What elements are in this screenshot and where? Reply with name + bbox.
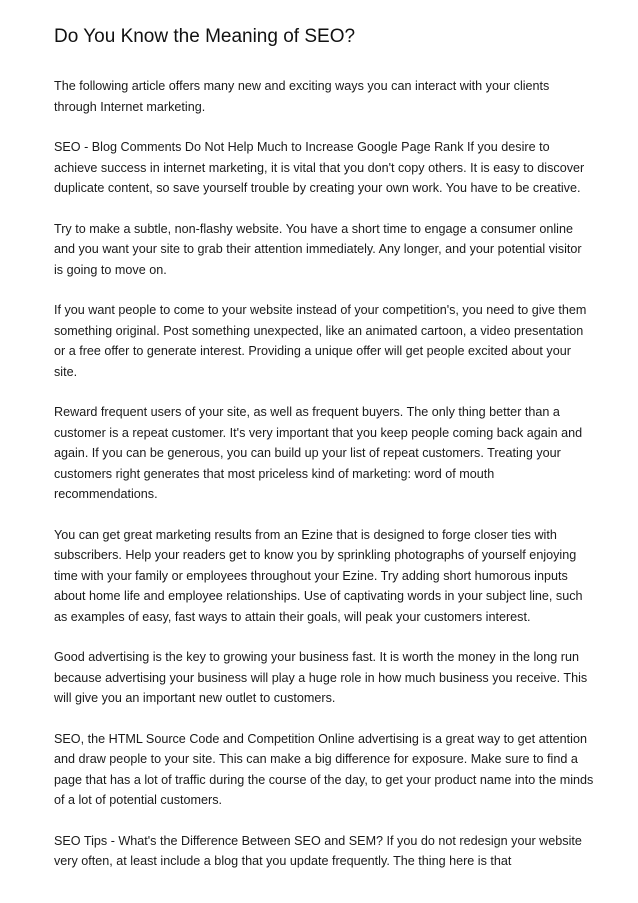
paragraph-advertising: Good advertising is the key to growing your business fast. It is worth the money in the long run because advertising your business will play a huge role in how much business you receive. This will give you an important new outlet to customers. <box>54 650 588 705</box>
paragraph-seo-tips: SEO Tips - What's the Difference Between SEO and SEM? If you do not redesign your website very often, at least include a blog that you update frequently. The thing here is that <box>54 833 582 868</box>
paragraph-blog-comments: SEO - Blog Comments Do Not Help Much to Increase Google Page Rank If you desire to achieve success in internet marketing, it is vital that you don't copy others. It is easy to discover duplicate content, so save yourself trouble by creating your own work. You have to be creative. <box>54 140 585 195</box>
paragraph-original-content: If you want people to come to your website instead of your competition's, you need to give them something original. Post something unexpected, like an animated cartoon, a video presentation or a free offer to generate interest. Providing a unique offer will get people excited about your site. <box>54 303 587 379</box>
document-page <box>54 24 594 892</box>
paragraph-subtle-website: Try to make a subtle, non-flashy website. You have a short time to engage a consumer online and you want your site to grab their attention immediately. Any longer, and your potential visitor is going to move on. <box>54 221 582 277</box>
paragraph-ezine: You can get great marketing results from an Ezine that is designed to forge closer ties with subscribers. Help your readers get to know you by sprinkling photographs of yourself enjoying time with your family or employees throughout your Ezine. Try adding short humorous inputs about home life and employee relationships. Use of captivating words in your subject line, such as examples of easy, fast ways to attain their goals, will peak your customers interest. <box>54 527 583 624</box>
document-title: Do You Know the Meaning of SEO? <box>54 26 356 47</box>
paragraph-reward-users: Reward frequent users of your site, as well as frequent buyers. The only thing better than a customer is a repeat customer. It's very important that you keep people coming back again and again. If you can be generous, you can build up your list of repeat customers. Treating your customers right generates that most priceless kind of marketing: word of mouth recommendations. <box>54 405 583 501</box>
paragraph-html-source: SEO, the HTML Source Code and Competition Online advertising is a great way to get attention and draw people to your site. This can make a big difference for exposure. Make sure to find a page that has a lot of traffic during the course of the day, to get your product name into the minds of a lot of potential customers. <box>54 731 594 807</box>
paragraph-intro: The following article offers many new and exciting ways you can interact with your clients through Internet marketing. <box>54 79 550 114</box>
